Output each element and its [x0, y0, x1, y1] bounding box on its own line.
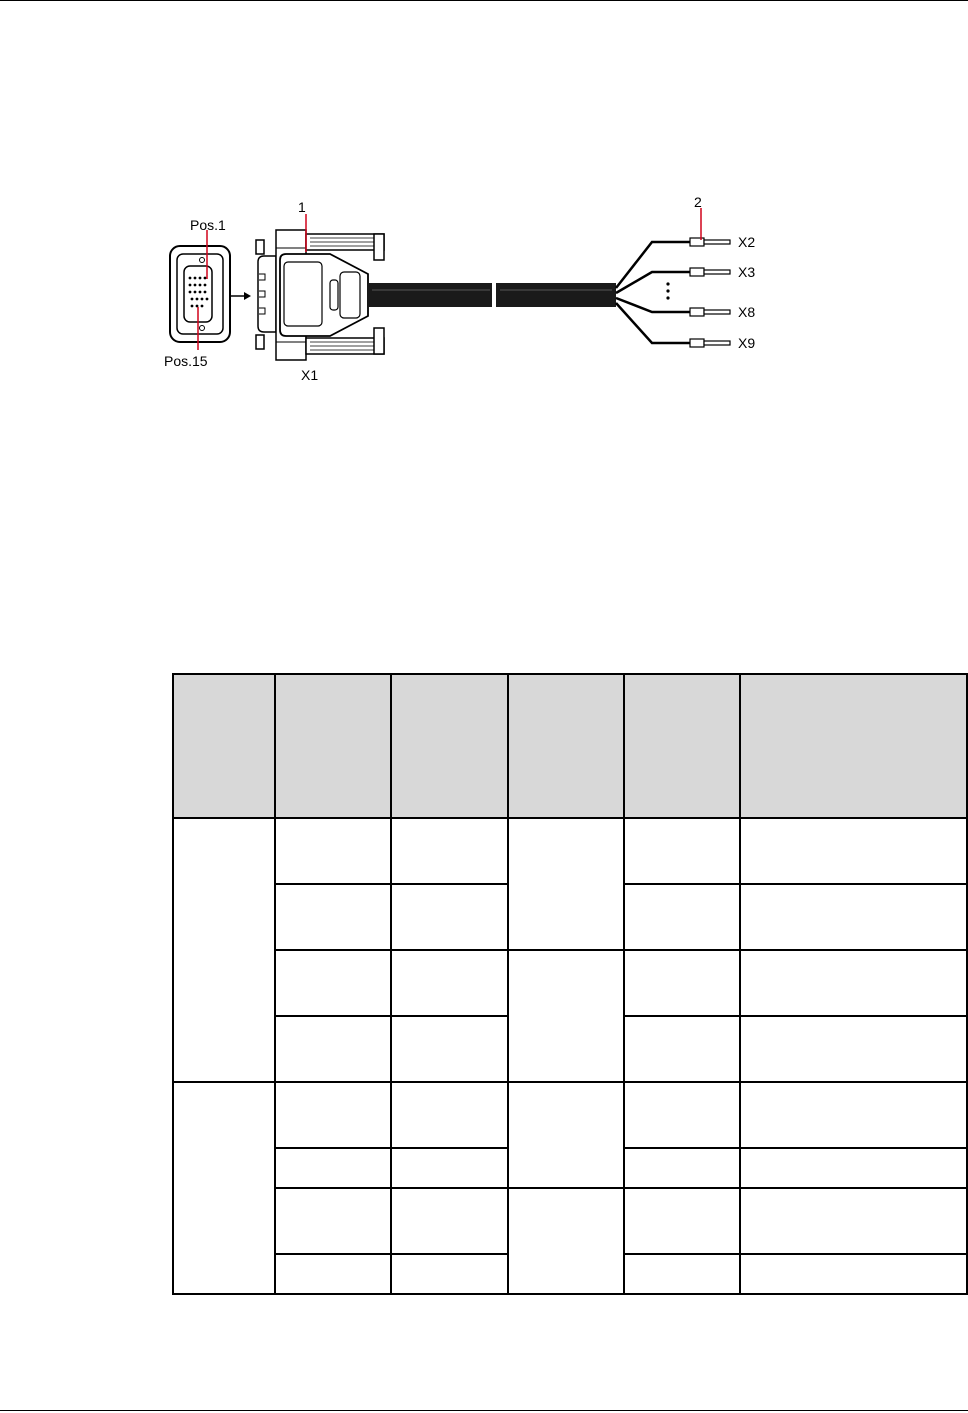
table-cell [391, 884, 508, 950]
pin-table-wrapper [172, 673, 968, 1295]
table-cell [740, 1148, 967, 1188]
cable-body [368, 283, 616, 307]
footer-rule [0, 1410, 968, 1411]
label-x2: X2 [738, 234, 756, 250]
merged-cell [508, 950, 624, 1082]
header-cell [275, 674, 391, 818]
table-row [173, 1188, 967, 1254]
table-row [173, 1082, 967, 1148]
label-x1: X1 [301, 367, 319, 380]
table-cell [391, 1148, 508, 1188]
callout-1: 1 [298, 199, 306, 215]
merged-cell [508, 818, 624, 950]
header-cell [624, 674, 740, 818]
table-cell [624, 1016, 740, 1082]
merged-cell [508, 1082, 624, 1188]
callout-2: 2 [694, 194, 702, 210]
table-cell [624, 884, 740, 950]
table-cell [624, 950, 740, 1016]
cord-end-terminals [690, 238, 730, 347]
table-cell [275, 950, 391, 1016]
table-cell [275, 1082, 391, 1148]
table-cell [391, 1016, 508, 1082]
table-cell [391, 1188, 508, 1254]
table-cell [624, 1254, 740, 1294]
table-cell [275, 1016, 391, 1082]
merged-cell [508, 1188, 624, 1294]
table-cell [275, 1148, 391, 1188]
pin-table [172, 673, 968, 1295]
group-cell [173, 818, 275, 1082]
table-cell [275, 1254, 391, 1294]
ellipsis-dots [666, 282, 669, 299]
connector-front-view [170, 230, 230, 350]
table-cell [275, 884, 391, 950]
connector-x1-plug [256, 214, 384, 360]
label-x9: X9 [738, 335, 756, 351]
header-cell [391, 674, 508, 818]
header-cell [508, 674, 624, 818]
table-cell [275, 1188, 391, 1254]
table-row [173, 950, 967, 1016]
table-cell [624, 818, 740, 884]
table-cell [740, 1254, 967, 1294]
table-row [173, 818, 967, 884]
insert-arrow-icon [230, 292, 251, 300]
group-cell [173, 1082, 275, 1294]
wire-bundle [616, 242, 690, 343]
label-x8: X8 [738, 304, 756, 320]
table-cell [624, 1148, 740, 1188]
table-cell [391, 950, 508, 1016]
table-cell [740, 818, 967, 884]
label-pos15: Pos.15 [164, 353, 208, 369]
table-cell [391, 1082, 508, 1148]
header-cell [740, 674, 967, 818]
table-cell [624, 1188, 740, 1254]
cable-diagram [160, 190, 780, 380]
table-cell [624, 1082, 740, 1148]
table-cell [740, 1082, 967, 1148]
label-x3: X3 [738, 264, 756, 280]
cable-diagram-svg [160, 190, 780, 380]
header-cell [173, 674, 275, 818]
table-cell [391, 1254, 508, 1294]
label-pos1: Pos.1 [190, 217, 226, 233]
table-cell [275, 818, 391, 884]
table-cell [740, 1188, 967, 1254]
table-cell [740, 950, 967, 1016]
table-cell [740, 1016, 967, 1082]
table-cell [740, 884, 967, 950]
header-rule [0, 0, 968, 1]
table-cell [391, 818, 508, 884]
table-header-row [173, 674, 967, 818]
